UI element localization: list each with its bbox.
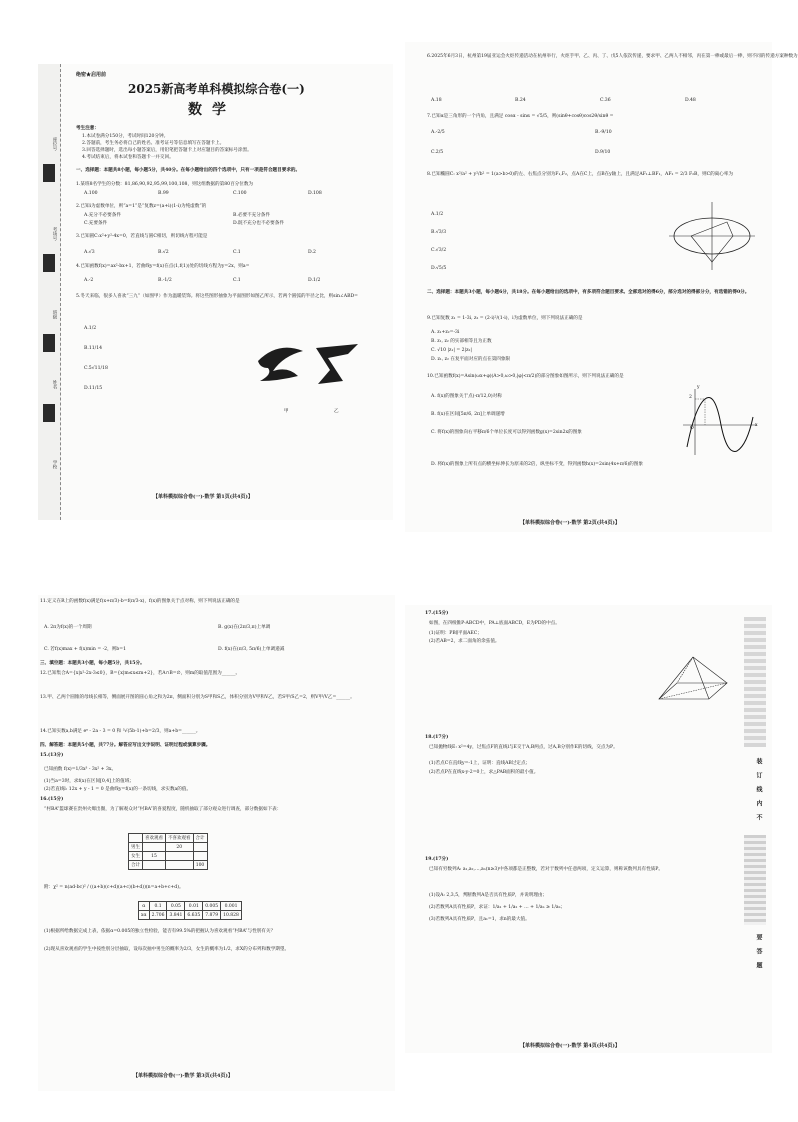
option: A.18 [431,98,442,103]
option: C.充要条件 [84,221,108,226]
sine-curve [687,397,753,451]
figure-caption-yi: 乙 [334,409,339,414]
binding-label: 姓名 [52,379,57,389]
page-footer: 【单科模拟综合卷(一)·数学 第1页(共4页)】 [153,494,253,500]
figure-caption-jia: 甲 [284,409,289,414]
question-8: 8.已知椭圆C: x²/a² + y²/b² = 1(a>b>0)的左、右焦点分别为F₁,F₂，点A在C上，点B在y轴上，且满足AF₁⊥BF₁，AF₂ = 2/3 F₂B，则C的离心率为 [427,172,734,177]
table-cell [193,852,207,861]
side-label: 答 [755,948,762,954]
page-footer: 【单科模拟综合卷(一)·数学 第3页(共4页)】 [133,1073,233,1079]
table-cell [166,861,194,870]
option: A.-2/5 [431,130,445,135]
table-cell [143,843,166,852]
question-13: 13.甲、乙两个圆锥的母线长相等，侧面展开图的圆心角之和为2π，侧面积分别为S甲和S乙，体积分别为V甲和V乙，若S甲/S乙=2，则V甲/V乙=______。 [40,695,355,700]
graph-x-label: x [755,423,758,428]
side-label: 线 [755,786,762,792]
exam-page-4 [405,605,772,1053]
binding-stripe [744,835,766,925]
option: D.48 [685,98,696,103]
question-9: 9.已知复数 z₁ = 1-3i, z₂ = (2-i)²/(1-i)，i为虚数单位，则下列说法正确的是 [427,316,583,321]
question-4: 4.已知函数f(x)=ax²-bx+1，若曲线y=f(x)在点(1,f(1))处的切线方程为y=2x，则a= [76,264,250,269]
critical-cell: 2.706 [149,911,167,920]
option: D.9/10 [595,150,611,155]
ellipse-figure [667,200,757,272]
option: B. g(x)在(2π/3,π)上单调 [218,625,271,630]
exam-page-1 [38,64,393,520]
option: A.-2 [84,278,94,283]
sub-question: (1)根据所给数据完成上表，依据α=0.005的独立性检验，能否有99.5%的把握认为喜欢观看“村BA”与性别有关？ [44,929,276,934]
table-cell: 男生 [129,843,143,852]
option: C.36 [600,98,611,103]
alpha-cell: 0.1 [149,902,167,911]
table-head-cell: 合计 [193,834,207,843]
critical-cell: 10.828 [221,911,242,920]
critical-cell: xα [139,911,150,920]
table-cell: 20 [166,843,194,852]
sub-question: (2)若直线l: 12x + y - 1 = 0 是曲线y=f(x)的一条切线，求实数a的值。 [44,787,192,792]
option: D.√5/5 [431,266,447,271]
table-cell [166,852,194,861]
alpha-cell: 0.005 [203,902,221,911]
critical-cell: 6.635 [185,911,203,920]
knot-figure-jia [258,348,303,381]
side-label: 不 [755,814,762,820]
exam-title: 2025新高考单科模拟综合卷(一) [128,82,305,96]
notice-item: 2.答题前，考生务必将自己的姓名、准考证号等信息填写在答题卡上。 [82,141,225,146]
option: B.√2 [158,250,169,255]
table-head-cell [129,834,143,843]
graph-y-tick: 2 [689,395,692,400]
option: A. z₁+z₂=-3i [431,330,460,335]
option: C. 若f(x)max + f(x)min = -2，则b=1 [44,647,126,652]
option: C. √10 |z₁| = 2|z₂| [431,348,472,353]
notice-item: 4.考试结束后，将本试卷和答题卡一并交回。 [82,155,174,160]
table-head-cell: 不喜欢观看 [166,834,194,843]
sub-question: (2)现从喜欢观看的学生中按性别分层抽取，设每次抽中男生的概率为2/3，女生的概率为1/2，求X的分布列和数学期望。 [44,947,290,952]
notice-head: 考生注意： [76,126,99,131]
notice-item: 1.本试卷满分150分，考试时间120分钟。 [82,134,169,139]
question-11: 11.定义在R上的函数f(x)满足f(x+π/3)-b=f(π/3-x)，f(x)的图象关于点对称，则下列说法正确的是 [40,599,240,604]
binding-label: 考场号 [52,227,57,241]
option: D. 将f(x)的图象上所有点的横坐标伸长为原来的2倍，纵坐标不变，得到函数h(x)=2sin(4x+π/6)的图象 [431,462,643,467]
page-footer: 【单科模拟综合卷(一)·数学 第4页(共4页)】 [520,1043,620,1049]
option: B. f(x)在区间[5π/6, 2π]上单调递增 [431,412,505,417]
sine-graph [681,387,759,457]
option: C.√3/2 [431,248,447,253]
question-16: 16.(15分) [40,797,64,802]
exam-subject: 数学 [188,102,236,118]
option: C.5√11/18 [84,366,108,371]
exam-page-3 [38,595,395,1091]
option: D.2 [308,250,316,255]
question-10: 10.已知函数f(x)=Asin(ωx+φ)(A>0,ω>0,|φ|<π/2)的部分图象如图所示，则下列说法正确的是 [427,374,624,379]
notice-item: 3.回答选择题时，选出每小题答案后，用铅笔把答题卡上对应题目的答案标号涂黑。 [82,148,252,153]
option: C. 将f(x)的图象向右平移π/6个单位长度可以得到函数g(x)=2sin2x的图象 [431,430,582,435]
sub-question: (1)当a=3时，求f(x)在区间[0,4]上的值域； [44,779,134,784]
binding-strip [38,64,61,520]
question-17: 17.(15分) [425,611,449,616]
exam-page-2 [405,42,798,532]
option: C.1 [233,250,241,255]
option: B.-9/10 [595,130,612,135]
option: B.11/14 [84,346,103,351]
question-18: 18.(17分) [425,735,449,740]
q5-figure [248,326,368,406]
graph-y-label: y [697,385,700,390]
section-heading: 二、选择题：本题共3小题，每小题6分，共18分。在每小题给出的选项中，有多项符合题目要求。全部选对的得6分，部分选对的得部分分，有选错的得0分。 [427,290,750,295]
question-body: 已知有穷数列A: a₁,a₂,…,aₙ(n≥3)中各项都是正整数，若对于数列中任意两项，定义运算，则称该数列具有性质P。 [429,867,663,872]
table-cell: 合计 [129,861,143,870]
sub-question: (1)证明：PB∥平面AEC； [429,631,482,636]
option: B.24 [515,98,526,103]
option: C.100 [233,191,247,196]
critical-cell: 3.841 [167,911,185,920]
binding-box [43,164,55,182]
alpha-cell: 0.01 [185,902,203,911]
option: A.100 [84,191,98,196]
binding-box [43,334,55,352]
table-cell: 15 [143,852,166,861]
question-6: 6.2025年6月3日，杭州第19届亚运会火炬传递活动在杭州举行，火炬手甲、乙、丙、丁、戊5人依次传递，要求甲、乙两人不相邻，丙在第一棒或最后一棒，则不同的传递方案种数为 [427,54,798,59]
side-label: 要 [755,934,762,940]
option: D. z₁, z₂ 在复平面对应的点在第四象限 [431,357,511,362]
option: A. 2π为f(x)的一个周期 [44,625,92,630]
binding-box [43,254,55,272]
question-body: 已知抛物线E: x²=4y，过焦点F的直线l与E交于A,B两点，过A,B分别作E的切线，交点为P。 [429,745,618,750]
pyramid-edge [659,657,693,699]
question-1: 1.某班8名学生的分数：81,86,90,92,95,99,100,108，则这组数据的第80百分位数为 [76,182,254,187]
option: D.既不充分也不必要条件 [233,221,284,226]
sub-question: (2)若AB=2，求二面角的余弦值。 [429,639,500,644]
question-body: 已知函数 f(x)=1/3x³ - 3x² + 3x。 [44,767,117,772]
option: B.√3/3 [431,230,447,235]
question-3: 3.已知圆C:x²+y²-4x=0，若直线与圆C相切，则切线方程可能是 [76,234,208,239]
sub-question: (1)若点C在直线y=-1上，证明：直线AB过定点； [429,761,531,766]
question-body: 如图，在四棱锥P-ABCD中，PA⊥底面ABCD，E为PD的中点。 [429,621,560,626]
option: B.必要不充分条件 [233,213,270,218]
table-cell: 100 [193,861,207,870]
alpha-cell: 0.001 [221,902,242,911]
question-12: 12.已知集合A={x|x²-2x-3≤0}，B={x|m≤x≤m+2}，若A∩B=∅，则m的取值范围为______。 [40,671,241,676]
pyramid-hidden-edge [677,657,693,683]
option: C.2/5 [431,150,444,155]
option: B.-1/2 [158,278,172,283]
side-label: 题 [755,962,762,968]
section-heading: 三、填空题：本题共3小题，每小题5分，共15分。 [40,661,145,666]
critical-value-table [138,901,242,920]
option: C.1 [233,278,241,283]
pyramid-figure [653,653,735,709]
option: D.1/2 [308,278,321,283]
alpha-cell: α [139,902,150,911]
table-cell [193,843,207,852]
contingency-table [128,833,208,870]
option: B.99 [158,191,169,196]
alpha-cell: 0.05 [167,902,185,911]
table-head-cell: 喜欢观看 [143,834,166,843]
diagonal [659,683,727,699]
binding-stripe [744,617,766,747]
chi-square-formula: 附：χ² = n(ad-bc)² / ((a+b)(c+d)(a+c)(b+d))(n=a+b+c+d)。 [44,885,184,890]
binding-label: 班级 [52,309,57,319]
option: A.充分不必要条件 [84,213,121,218]
side-label: 内 [755,800,762,806]
side-label: 装 [755,758,762,764]
side-label: 订 [755,772,762,778]
sub-question: (2)若点P在直线x-y-2=0上，求△PAB面积的最小值。 [429,770,539,775]
table-cell: 女生 [129,852,143,861]
option: D. f(x)在(π/3, 5π/6)上单调递减 [218,647,285,652]
question-body: “村BA”篮球赛在贵州火爆出圈，为了解观众对“村BA”的喜爱程度，随机抽取了部分观众进行调查，部分数据如下表： [44,807,282,812]
sub-question: (1)设A: 2,3,5，判断数列A是否具有性质P，并说明理由； [429,893,548,898]
binding-label: 座位号 [52,137,57,151]
sub-question: (3)若数列A具有性质P，且a₁=1，求n的最大值。 [429,917,530,922]
section-heading: 一、选择题：本题共8小题，每小题5分，共40分。在每小题给出的四个选项中，只有一项是符合题目要求的。 [76,168,301,173]
page-footer: 【单科模拟综合卷(一)·数学 第2页(共4页)】 [520,520,620,526]
question-19: 19.(17分) [425,857,449,862]
question-5: 5.冬天来临，很多人喜欢“三九”（如图甲）作为温暖装饰。将这些图形抽象为平面图形如图乙所示，若两个圆弧的半径之比，则sin∠ABD= [76,294,359,299]
option: D.108 [308,191,322,196]
option: D.11/15 [84,386,103,391]
option: A.1/2 [84,326,97,331]
question-15: 15.(13分) [40,753,64,758]
option: A.√3 [84,250,95,255]
sub-question: (2)若数列A具有性质P，求证：1/a₁ + 1/a₂ + … + 1/aₙ ≥ 1/aₙ； [429,905,566,910]
graph-origin: O [690,426,694,431]
secret-label: 绝密★启用前 [76,72,107,78]
section-heading: 四、解答题：本题共5小题，共77分。解答应写出文字说明、证明过程或演算步骤。 [40,743,211,748]
binding-label: 学校 [52,459,57,469]
question-2: 2.已知i为虚数单位，则“a=1”是“复数z=(a+i)(1-i)为纯虚数”的 [76,204,207,209]
question-7: 7.已知α是三角形的一个内角，且满足 cosα - sinα = √5/5，则(sinθ+cosθ)cos2θ/sinθ = [427,114,614,119]
question-14: 14.已知实数a,b满足 eᵃ - 2a - 3 = 0 和 ³√(5b-1)+b=2/3，则a+b=______。 [40,729,201,734]
knot-figure-yi [316,344,358,384]
critical-cell: 7.879 [203,911,221,920]
binding-box [43,404,55,422]
table-cell [143,861,166,870]
option: B. z₁, z₂ 的实部相等且为正数 [431,339,492,344]
option: A. f(x)的图象关于点(-π/12,0)对称 [431,394,502,399]
option: A.1/2 [431,212,444,217]
